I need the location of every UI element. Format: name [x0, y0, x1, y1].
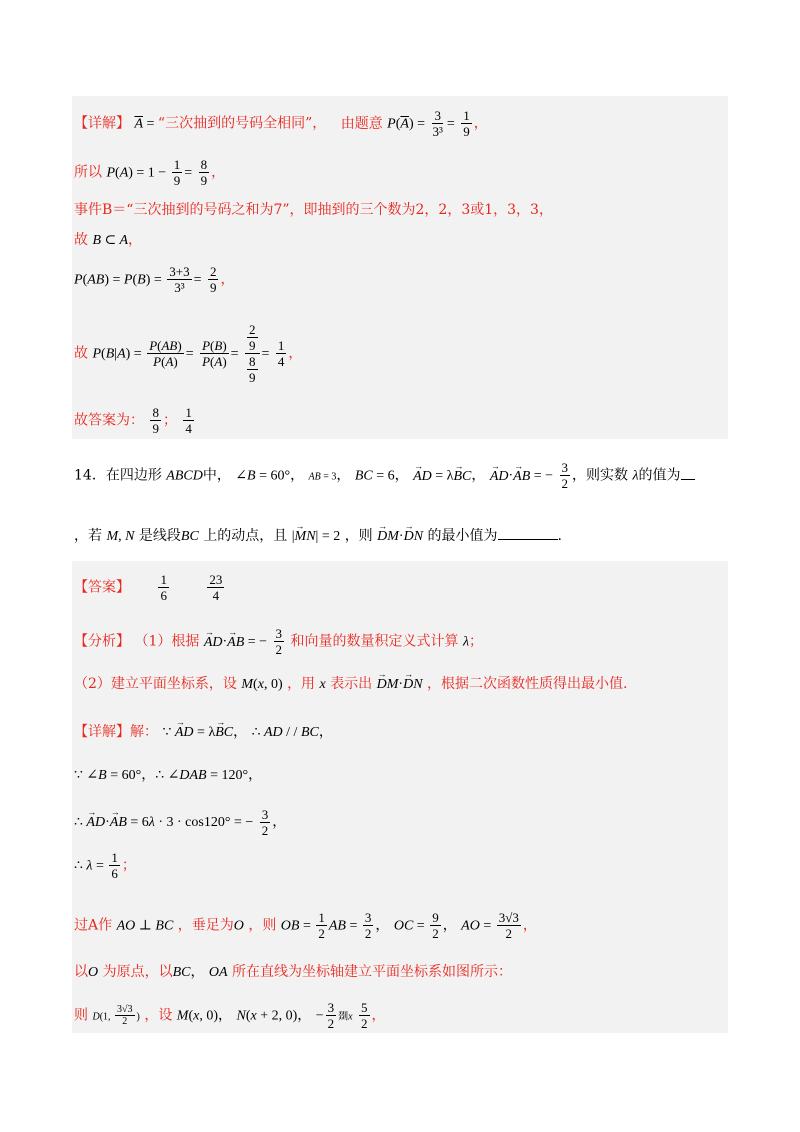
answer-label: 【答案】 — [74, 579, 130, 596]
q14-answer-line: 【答案】 $\frac{1}{6}$ $\frac{23}{4}$ — [74, 572, 223, 603]
q13-line-5: P(AB) = P(B) = $\frac{3+3}{\text{3³}}$ = $\frac{2}{9}$ ， — [74, 264, 235, 295]
q14-detail-1: 【详解】解： ∵ → AD = λ→ BC， ∴ AD / / BC， — [74, 722, 333, 743]
q14-analysis-1: 【分析】 （1）根据 → AD·→ AB = − $\frac{3}{2}$ 和向量的数量积定义式计算 λ； — [74, 626, 483, 657]
event-a-bar-text: “三次抽到的号码全相同”， — [157, 115, 327, 132]
detail-label-q14: 【详解】 — [74, 724, 130, 740]
detail-label: 【详解】 — [74, 115, 130, 132]
q13-line-4: 故 B ⊂ A， — [74, 232, 143, 248]
q14-detail-4: ∴ λ = $\frac{1}{6}$ ； — [74, 850, 136, 881]
q14-analysis-2: （2）建立平面坐标系，设 M(x, 0) ，用 x 表示出 → DM·→ DN ，根据二次函数性质得出最小值. — [74, 674, 627, 695]
q14-detail-7: 则 D(1, $\frac{3√3}{2}$ ) ，设 M(x, 0)， N(x + 2, 0)， − $\frac{3}{2}$ 剟x $\frac{5}{2}$ ， — [74, 1000, 386, 1031]
q14-detail-6: 以O 为原点，以BC， OA 所在直线为坐标轴建立平面坐标系如图所示： — [74, 964, 513, 980]
analysis-label: 【分析】 — [74, 633, 130, 650]
q13-answer-line: 故答案为： $\frac{8}{9}$ ； $\frac{1}{4}$ — [74, 405, 192, 436]
q14-detail-3: ∴ → AD·→ AB = 6λ · 3 · cos120° = − $\frac{3}{2}$ ， — [74, 802, 286, 843]
q14-problem-line-2: ，若 M, N 是线段BC 上的动点，且 |→ MN| = 2 ，则 → DM·→ DN 的最小值为 . — [74, 525, 562, 547]
q14-problem-line-1: 14．在四边形 ABCD中， ∠B = 60°， AB = 3， BC = 6， → AD = λ→ BC， → AD·→ AB = − $\frac{3}{2}$ ，则实数 λ的值为 — [74, 460, 695, 491]
q14-detail-2: ∵ ∠B = 60°，∴ ∠DAB = 120°， — [74, 767, 263, 783]
question-number: 14． — [74, 467, 106, 484]
q14-detail-5: 过A作 AO ⊥ BC ，垂足为O ，则 OB = $\frac{1}{2}$ AB = $\frac{3}{2}$ ， OC = $\frac{9}{2}$ ， AO = $\frac{3√3}{2}$ ， — [74, 910, 537, 941]
q13-line-6: 故 P(B|A) = $\frac{P(AB)}{P(A)}$ = $\frac{P(B)}{P(A)}$ = $\frac{\frac{2}{9}}{\frac{8}{9}}$ = $\frac{1}{4}$ ， — [74, 322, 303, 385]
q13-line-2: 所以 P(A) = 1 − $\frac{1}{9}$ = $\frac{8}{9}$ ， — [74, 157, 226, 188]
q13-line-3: 事件B＝“三次抽到的号码之和为7”，即抽到的三个数为2，2，3或1，3，3， — [74, 202, 553, 218]
q13-line-1: 【详解】 $\overline{A}$ = “三次抽到的号码全相同”， 由题意 $P(\overline{A})$ = $\frac{3}{\text{3³}}$ = $\frac{1}{9}$ ， — [74, 108, 488, 139]
